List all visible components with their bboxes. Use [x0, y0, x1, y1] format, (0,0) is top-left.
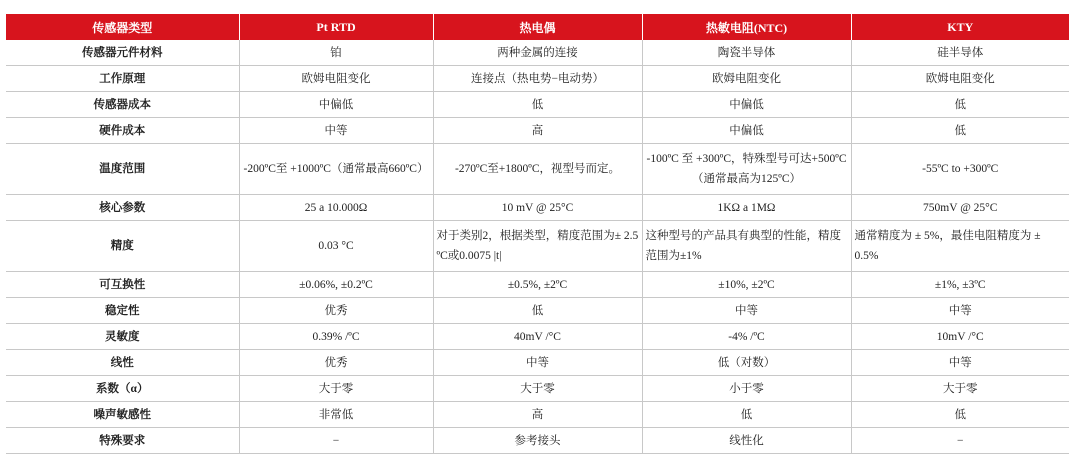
- table-row: [6, 428, 1069, 454]
- table-cell: 低（对数）: [642, 350, 851, 376]
- row-label: 传感器元件材料: [6, 40, 239, 66]
- row-label: 稳定性: [6, 298, 239, 324]
- table-cell: 10mV /°C: [851, 324, 1069, 350]
- table-cell: 10 mV @ 25°C: [433, 195, 642, 221]
- table-row: [6, 144, 1069, 195]
- table-cell: 线性化: [642, 428, 851, 454]
- table-cell: -4% /ºC: [642, 324, 851, 350]
- row-label: 温度范围: [6, 144, 239, 195]
- table-cell: 低: [851, 92, 1069, 118]
- table-row: [6, 376, 1069, 402]
- table-cell: 大于零: [851, 376, 1069, 402]
- table-cell: ±0.5%, ±2ºC: [433, 272, 642, 298]
- sensor-comparison-table: [6, 14, 1069, 454]
- table-cell: 高: [433, 118, 642, 144]
- table-cell: 低: [851, 118, 1069, 144]
- table-cell: 大于零: [239, 376, 433, 402]
- table-cell: -55ºC to +300ºC: [851, 144, 1069, 195]
- row-label: 工作原理: [6, 66, 239, 92]
- row-label: 核心参数: [6, 195, 239, 221]
- table-cell: 陶瓷半导体: [642, 40, 851, 66]
- table-row: [6, 92, 1069, 118]
- table-cell: 欧姆电阻变化: [851, 66, 1069, 92]
- comparison-table-container: [6, 14, 1069, 454]
- table-cell: 中等: [642, 298, 851, 324]
- row-label: 线性: [6, 350, 239, 376]
- table-cell: -270ºC至+1800ºC，视型号而定。: [433, 144, 642, 195]
- table-cell: 非常低: [239, 402, 433, 428]
- table-cell: 1KΩ a 1MΩ: [642, 195, 851, 221]
- table-cell: 低: [433, 298, 642, 324]
- table-cell: 欧姆电阻变化: [642, 66, 851, 92]
- header-ntc-thermistor: 热敏电阻(NTC): [642, 14, 851, 40]
- table-row: [6, 195, 1069, 221]
- header-kty: KTY: [851, 14, 1069, 40]
- table-cell: 中偏低: [642, 118, 851, 144]
- table-cell: 小于零: [642, 376, 851, 402]
- table-cell: -200ºC至 +1000ºC（通常最高660ºC）: [239, 144, 433, 195]
- table-cell: -100ºC 至 +300ºC，特殊型号可达+500ºC（通常最高为125ºC）: [642, 144, 851, 195]
- table-cell: ±0.06%, ±0.2ºC: [239, 272, 433, 298]
- table-cell: 对于类别2，根据类型，精度范围为± 2.5 ºC或0.0075 |t|: [433, 221, 642, 272]
- table-cell: 750mV @ 25°C: [851, 195, 1069, 221]
- table-cell: 中等: [851, 350, 1069, 376]
- row-label: 传感器成本: [6, 92, 239, 118]
- table-cell: −: [851, 428, 1069, 454]
- row-label: 噪声敏感性: [6, 402, 239, 428]
- table-row: [6, 272, 1069, 298]
- table-cell: 中等: [851, 298, 1069, 324]
- row-label: 可互换性: [6, 272, 239, 298]
- table-cell: 优秀: [239, 298, 433, 324]
- table-cell: 通常精度为 ± 5%，最佳电阻精度为 ± 0.5%: [851, 221, 1069, 272]
- table-cell: 低: [433, 92, 642, 118]
- table-cell: 低: [851, 402, 1069, 428]
- table-cell: 中偏低: [642, 92, 851, 118]
- table-row: [6, 350, 1069, 376]
- table-row: [6, 118, 1069, 144]
- row-label: 灵敏度: [6, 324, 239, 350]
- table-row: [6, 221, 1069, 272]
- row-label: 硬件成本: [6, 118, 239, 144]
- table-cell: 欧姆电阻变化: [239, 66, 433, 92]
- table-cell: 中偏低: [239, 92, 433, 118]
- row-label: 系数（α）: [6, 376, 239, 402]
- table-cell: 参考接头: [433, 428, 642, 454]
- table-cell: ±1%, ±3ºC: [851, 272, 1069, 298]
- table-cell: 高: [433, 402, 642, 428]
- table-cell: 0.03 °C: [239, 221, 433, 272]
- table-row: [6, 298, 1069, 324]
- table-cell: 25 a 10.000Ω: [239, 195, 433, 221]
- table-cell: 优秀: [239, 350, 433, 376]
- table-cell: −: [239, 428, 433, 454]
- header-thermocouple: 热电偶: [433, 14, 642, 40]
- table-row: [6, 40, 1069, 66]
- table-cell: 铂: [239, 40, 433, 66]
- table-cell: 这种型号的产品具有典型的性能，精度范围为±1%: [642, 221, 851, 272]
- table-row: [6, 66, 1069, 92]
- table-cell: 硅半导体: [851, 40, 1069, 66]
- table-cell: ±10%, ±2ºC: [642, 272, 851, 298]
- table-cell: 中等: [239, 118, 433, 144]
- row-label: 特殊要求: [6, 428, 239, 454]
- table-cell: 大于零: [433, 376, 642, 402]
- table-header-row: [6, 14, 1069, 40]
- header-sensor-type: 传感器类型: [6, 14, 239, 40]
- table-row: [6, 324, 1069, 350]
- table-cell: 连接点（热电势−电动势）: [433, 66, 642, 92]
- table-row: [6, 402, 1069, 428]
- table-cell: 0.39% /ºC: [239, 324, 433, 350]
- header-pt-rtd: Pt RTD: [239, 14, 433, 40]
- table-cell: 40mV /°C: [433, 324, 642, 350]
- table-cell: 两种金属的连接: [433, 40, 642, 66]
- table-cell: 中等: [433, 350, 642, 376]
- row-label: 精度: [6, 221, 239, 272]
- table-cell: 低: [642, 402, 851, 428]
